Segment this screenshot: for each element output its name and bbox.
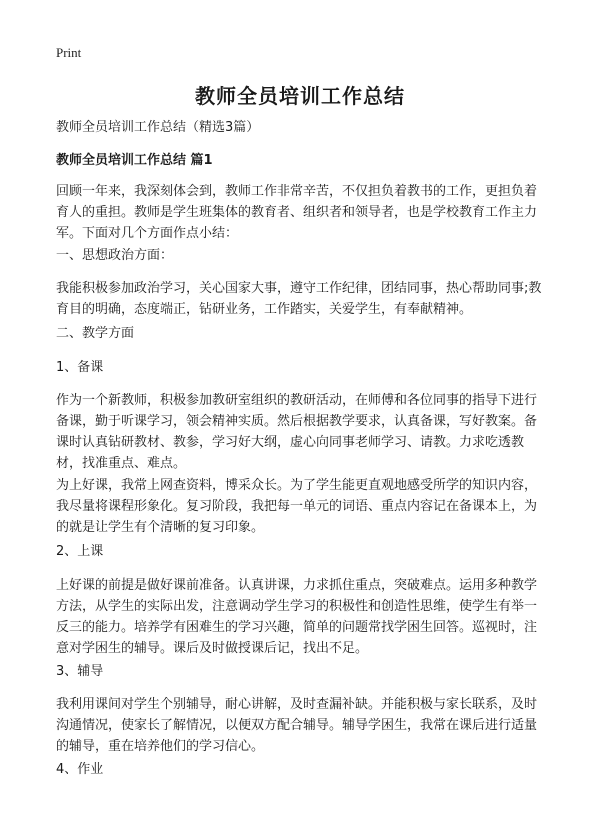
heading-class: 2、上课 — [56, 544, 104, 559]
heading-teaching: 二、教学方面 — [56, 326, 135, 341]
paragraph-class: 上好课的前提是做好课前准备。认真讲课，力求抓住重点，突破难点。运用多种教学方法，从学生的实际出发，注意调动学生学习的积极性和创造性思维，使学生有举一反三的能力。培养学有困难生的学习兴趣，简单的问题常找学困生回答。巡视时，注意对学困生的辅导。课后及时做授课后记，找出不足。 — [56, 578, 538, 656]
subtitle: 教师全员培训工作总结（精选3篇） — [56, 120, 260, 135]
section-heading: 教师全员培训工作总结 篇1 — [56, 153, 213, 168]
paragraph-politics: 我能积极参加政治学习，关心国家大事，遵守工作纪律，团结同事，热心帮助同事;教育目的明确，态度端正，钻研业务，工作踏实，关爱学生，有奉献精神。 — [56, 281, 542, 317]
heading-tutoring: 3、辅导 — [56, 664, 104, 679]
paragraph-prep-2: 为上好课，我常上网查资料，博采众长。为了学生能更直观地感受所学的知识内容，我尽量将课程形象化。复习阶段，我把每一单元的词语、重点内容记在备课本上，为的就是让学生有个清晰的复习印象。 — [56, 478, 538, 535]
heading-politics: 一、思想政治方面： — [56, 248, 174, 263]
heading-homework: 4、作业 — [56, 762, 104, 777]
heading-prep: 1、备课 — [56, 360, 104, 375]
paragraph-prep: 作为一个新教师，积极参加教研室组织的教研活动，在师傅和各位同事的指导下进行备课，勤于听课学习，领会精神实质。然后根据教学要求，认真备课，写好教案。备课时认真钻研教材、教参，学习好大纲，虚心向同事老师学习、请教。力求吃透教材，找准重点、难点。 — [56, 393, 538, 471]
print-link[interactable]: Print — [56, 45, 82, 60]
paragraph-tutoring: 我利用课间对学生个别辅导，耐心讲解，及时查漏补缺。并能积极与家长联系，及时沟通情况，使家长了解情况，以便双方配合辅导。辅导学困生，我常在课后进行适量的辅导，重在培养他们的学习信心。 — [56, 697, 538, 754]
page-title: 教师全员培训工作总结 — [195, 84, 405, 108]
paragraph-intro: 回顾一年来，我深刻体会到，教师工作非常辛苦，不仅担负着教书的工作，更担负着育人的重担。教师是学生班集体的教育者、组织者和领导者，也是学校教育工作主力军。下面对几个方面作点小结： — [56, 184, 538, 241]
